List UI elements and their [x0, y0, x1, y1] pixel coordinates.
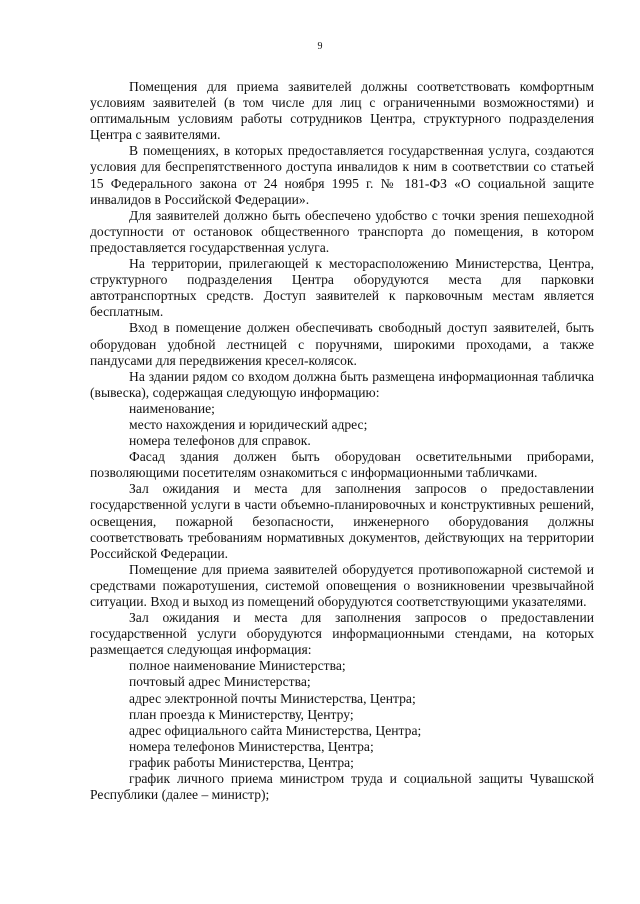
list-item: адрес электронной почты Министерства, Центра;	[129, 690, 416, 706]
list-item: почтовый адрес Министерства;	[129, 674, 311, 690]
paragraph: Помещения для приема заявителей должны соответствовать комфортным условиям заявителей (в том числе для лиц с ограниченными возможностями) и оптимальным условиям работы сотрудников Центра, структурного подразделения Центра с заявителями.	[90, 79, 594, 143]
paragraph: Зал ожидания и места для заполнения запросов о предоставлении государственной услуги оборудуются информационными стендами, на которых размещается следующая информация:	[90, 610, 594, 658]
list-item: полное наименование Министерства;	[129, 658, 346, 674]
page-number: 9	[317, 41, 323, 52]
list-item: график работы Министерства, Центра;	[129, 754, 354, 770]
paragraph: Для заявителей должно быть обеспечено удобство с точки зрения пешеходной доступности от остановок общественного транспорта до помещения, в котором предоставляется государственная услуга.	[90, 207, 594, 255]
paragraph: На территории, прилегающей к месторасположению Министерства, Центра, структурного подразделения Центра оборудуются места для парковки автотранспортных средств. Доступ заявителей к парковочным местам является бесплатным.	[90, 256, 594, 320]
paragraph: Вход в помещение должен обеспечивать свободный доступ заявителей, быть оборудован удобной лестницей с поручнями, широкими проходами, а также пандусами для передвижения кресел-колясок.	[90, 320, 594, 368]
document-body	[90, 79, 594, 803]
list-item: номера телефонов для справок.	[129, 433, 311, 449]
paragraph: Зал ожидания и места для заполнения запросов о предоставлении государственной услуги в части объемно-планировочных и конструктивных решений, освещения, пожарной безопасности, инженерного оборудования должны соответствовать требованиям нормативных документов, действующих на территории Российской Федерации.	[90, 481, 594, 561]
paragraph: график личного приема министром труда и социальной защиты Чувашской Республики (далее – министр);	[90, 771, 594, 803]
list-item: номера телефонов Министерства, Центра;	[129, 738, 374, 754]
list-item: наименование;	[129, 400, 215, 416]
paragraph: На здании рядом со входом должна быть размещена информационная табличка (вывеска), содержащая следующую информацию:	[90, 368, 594, 400]
paragraph: Фасад здания должен быть оборудован осветительными приборами, позволяющими посетителям ознакомиться с информационными табличками.	[90, 449, 594, 481]
paragraph: В помещениях, в которых предоставляется государственная услуга, создаются условия для беспрепятственного доступа инвалидов к ним в соответствии со статьей 15 Федерального закона от 24 ноября 1995 г. № 181-ФЗ «О социальной защите инвалидов в Российской Федерации».	[90, 143, 594, 207]
paragraph: Помещение для приема заявителей оборудуется противопожарной системой и средствами пожаротушения, системой оповещения о возникновении чрезвычайной ситуации. Вход и выход из помещений оборудуются соответствующими указателями.	[90, 561, 594, 609]
list-item: место нахождения и юридический адрес;	[129, 416, 368, 432]
list-item: план проезда к Министерству, Центру;	[129, 706, 354, 722]
list-item: адрес официального сайта Министерства, Центра;	[129, 722, 422, 738]
